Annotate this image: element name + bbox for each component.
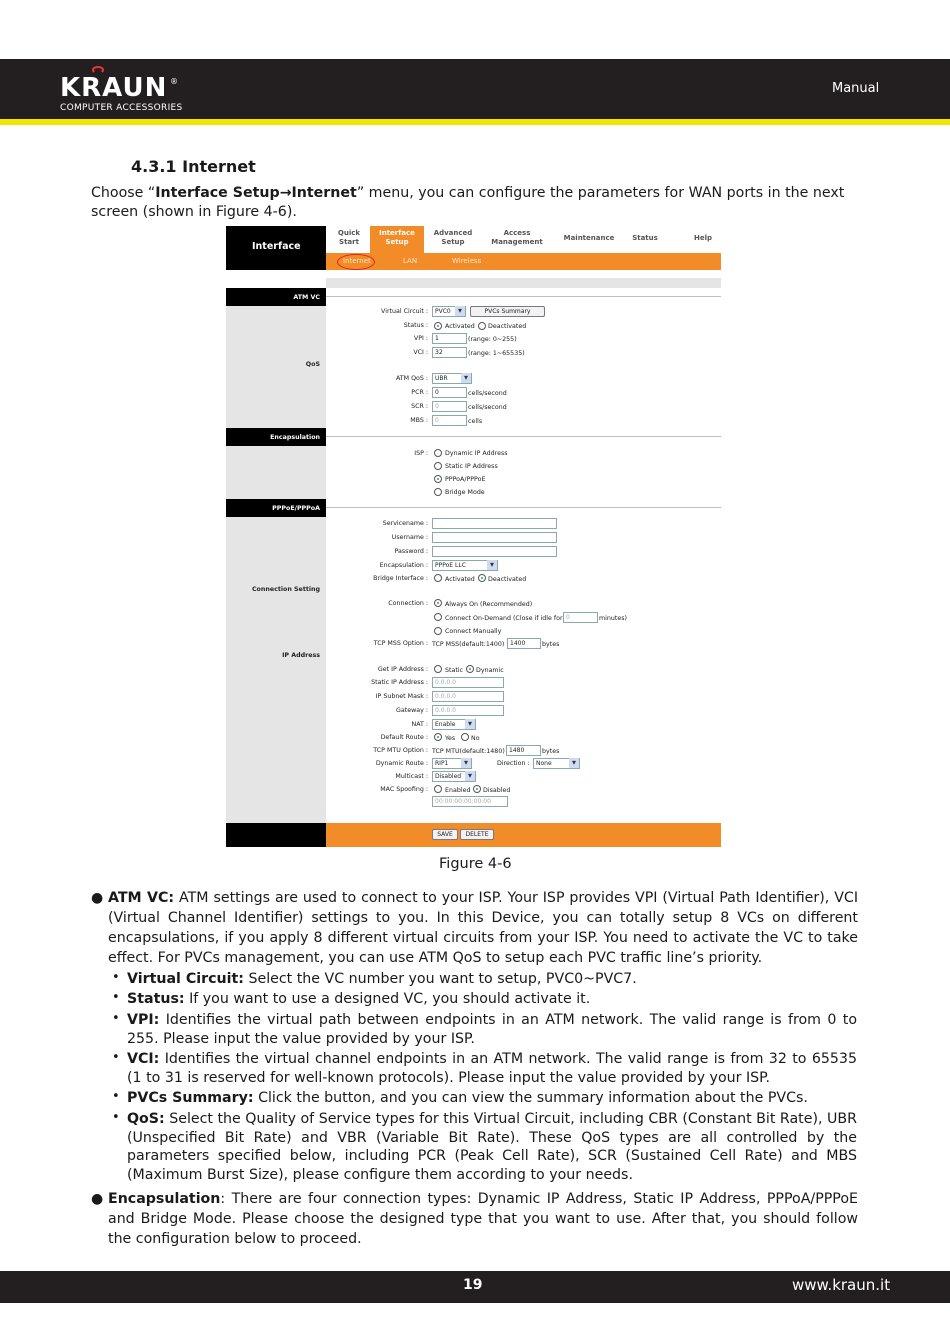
pcr-unit: cells/second	[468, 390, 507, 397]
isp-static-radio[interactable]	[434, 462, 442, 470]
activated-label: Activated	[445, 323, 475, 330]
direction-select[interactable]: None ▾	[533, 758, 580, 769]
tab-quick-start[interactable]: Quick Start	[337, 229, 361, 246]
mac-enabled-radio[interactable]	[434, 785, 442, 793]
scr-label: SCR :	[411, 403, 428, 410]
tcp-mss-label: TCP MSS Option :	[373, 640, 428, 647]
header-accent-strip	[0, 119, 950, 125]
content-top-bar	[326, 278, 721, 288]
save-button[interactable]: SAVE	[432, 829, 458, 840]
pcr-input[interactable]: 0	[432, 387, 467, 398]
main-tabs	[326, 226, 721, 253]
subtab-lan[interactable]: LAN	[403, 257, 418, 265]
static-ip-label: Static IP Address :	[371, 679, 428, 686]
highlight-circle	[337, 254, 375, 270]
nat-label: NAT :	[411, 721, 428, 728]
section-atm-vc: ATM VC	[226, 288, 326, 306]
bridge-interface-label: Bridge Interface :	[373, 575, 428, 582]
tcp-mtu-text: TCP MTU(default:1480)	[432, 748, 505, 755]
section-qos: QoS	[305, 361, 320, 368]
isp-bridge-radio[interactable]	[434, 488, 442, 496]
scr-input[interactable]: 0	[432, 401, 467, 412]
section-ip-address: IP Address	[282, 652, 320, 659]
tcp-mtu-input[interactable]: 1480	[506, 745, 541, 756]
bridge-deactivated-label: Deactivated	[488, 576, 527, 583]
connection-label: Connection :	[388, 600, 428, 607]
sub-bullet-dot: •	[112, 1110, 120, 1125]
isp-pppoa-label: PPPoA/PPPoE	[445, 476, 486, 483]
bullet-vci: VCI: Identifies the virtual channel endpoints in an ATM network. The valid range is from 32 to 65535 (1 to 31 is reserved for well-known protocols). Please input the value provided by your ISP.	[127, 1051, 857, 1086]
dynamic-route-label: Dynamic Route :	[375, 760, 428, 767]
vpi-input[interactable]: 1	[432, 333, 467, 344]
username-input[interactable]	[432, 532, 557, 543]
encapsulation-label: Encapsulation :	[379, 562, 428, 569]
conn-always-radio[interactable]	[434, 599, 442, 607]
default-route-no-radio[interactable]	[461, 733, 469, 741]
form-footer-bar	[326, 823, 721, 847]
bullet-qos: QoS: Select the Quality of Service types for this Virtual Circuit, including CBR (Constant Bit Rate), UBR (Unspecified Bit Rate) and VBR (Variable Bit Rate). These QoS types are all controlled by the parameters specified below, including PCR (Peak Cell Rate), SCR (Sustained Cell Rate) and MBS (Maximum Burst Size), please configure them according to your needs.	[127, 1111, 857, 1183]
virtual-circuit-select[interactable]: PVC0 ▾	[432, 306, 466, 317]
isp-static-label: Static IP Address	[445, 463, 498, 470]
vci-range: (range: 1~65535)	[468, 350, 525, 357]
default-route-yes-label: Yes	[445, 735, 456, 742]
deactivated-label: Deactivated	[488, 323, 527, 330]
divider	[326, 296, 721, 297]
virtual-circuit-label: Virtual Circuit :	[381, 308, 428, 315]
status-label: Status :	[403, 322, 428, 329]
subnet-label: IP Subnet Mask :	[375, 693, 428, 700]
direction-label: Direction :	[497, 760, 530, 767]
mbs-unit: cells	[468, 418, 483, 425]
isp-label: ISP :	[414, 450, 428, 457]
pcr-label: PCR :	[411, 389, 428, 396]
gateway-label: Gateway :	[396, 707, 428, 714]
form-footer-left	[226, 823, 326, 847]
divider	[326, 507, 721, 508]
pvcs-summary-button[interactable]: PVCs Summary	[470, 306, 545, 317]
bridge-activated-radio[interactable]	[434, 574, 442, 582]
bullet-dot: ●	[91, 890, 104, 906]
section-title: 4.3.1 Internet	[131, 157, 256, 176]
bullet-virtual-circuit: Virtual Circuit: Select the VC number you want to setup, PVC0~PVC7.	[127, 971, 637, 987]
password-input[interactable]	[432, 546, 557, 557]
sub-bullet-dot: •	[112, 970, 120, 985]
mac-address-input[interactable]: 00:00:00:00:00:00	[432, 796, 508, 807]
isp-dynamic-label: Dynamic IP Address	[445, 450, 508, 457]
label-column	[226, 288, 326, 823]
get-ip-static-label: Static	[445, 667, 464, 674]
sub-tabs	[326, 253, 721, 270]
delete-button[interactable]: DELETE	[460, 829, 494, 840]
isp-pppoa-radio[interactable]	[434, 475, 442, 483]
tab-advanced-setup[interactable]: Advanced Setup	[433, 229, 473, 246]
subtab-wireless[interactable]: Wireless	[452, 257, 482, 265]
intro-paragraph: Choose “Interface Setup→Internet” menu, you can configure the parameters for WAN ports in the next screen (shown in Figure 4-6).	[91, 185, 845, 220]
tab-interface-setup[interactable]: Interface Setup	[370, 226, 424, 253]
get-ip-static-radio[interactable]	[434, 665, 442, 673]
get-ip-dynamic-radio[interactable]	[466, 665, 474, 673]
nat-select[interactable]: Enable ▾	[432, 719, 476, 730]
bullet-encapsulation: Encapsulation: There are four connection types: Dynamic IP Address, Static IP Address, PPPoA/PPPoE and Bridge Mode. Please choose the designed type that you want to use. After that, you should follow the configuration below to proceed.	[108, 1191, 858, 1247]
section-pppoe: PPPoE/PPPoA	[226, 499, 326, 517]
gateway-input[interactable]: 0.0.0.0	[432, 705, 504, 716]
tab-help[interactable]: Help	[693, 234, 713, 242]
servicename-input[interactable]	[432, 518, 557, 529]
conn-demand-label: Connect On-Demand (Close if idle for	[445, 615, 563, 622]
nav-brand-label: Interface	[252, 241, 301, 252]
tab-status[interactable]: Status	[632, 234, 658, 242]
idle-minutes-input[interactable]: 0	[563, 612, 598, 623]
sub-bullet-dot: •	[112, 990, 120, 1005]
document-type: Manual	[832, 81, 880, 96]
status-activated-radio[interactable]	[434, 322, 442, 330]
tcp-mtu-unit: bytes	[542, 748, 560, 755]
vpi-range: (range: 0~255)	[468, 336, 517, 343]
get-ip-label: Get IP Address :	[377, 666, 428, 673]
minutes-label: minutes)	[599, 615, 627, 622]
sub-bullet-dot: •	[112, 1011, 120, 1026]
username-label: Username :	[391, 534, 428, 541]
isp-dynamic-radio[interactable]	[434, 449, 442, 457]
encapsulation-select[interactable]: PPPoE LLC ▾	[432, 560, 498, 571]
footer-url[interactable]: www.kraun.it	[792, 1276, 891, 1294]
tab-maintenance[interactable]: Maintenance	[563, 234, 615, 242]
scr-unit: cells/second	[468, 404, 507, 411]
atm-qos-select[interactable]: UBR ▾	[432, 373, 472, 384]
conn-manual-label: Connect Manually	[445, 628, 502, 635]
mbs-label: MBS :	[410, 417, 428, 424]
brand-logo: KRAUN	[60, 73, 168, 103]
conn-always-label: Always On (Recommended)	[445, 601, 533, 608]
tcp-mtu-label: TCP MTU Option :	[373, 747, 428, 754]
isp-bridge-label: Bridge Mode	[445, 489, 485, 496]
registered-mark: ®	[170, 77, 178, 86]
mac-disabled-label: Disabled	[483, 787, 511, 794]
tcp-mss-unit: bytes	[542, 641, 560, 648]
vci-input[interactable]: 32	[432, 347, 467, 358]
sub-bullet-dot: •	[112, 1089, 120, 1104]
default-route-yes-radio[interactable]	[434, 733, 442, 741]
tab-access-management[interactable]: Access Management	[491, 229, 543, 246]
mac-disabled-radio[interactable]	[473, 785, 481, 793]
static-ip-input[interactable]: 0.0.0.0	[432, 677, 504, 688]
divider	[326, 436, 721, 437]
mbs-input[interactable]: 0	[432, 415, 467, 426]
vpi-label: VPI :	[413, 335, 428, 342]
section-connection-setting: Connection Setting	[251, 586, 320, 593]
subnet-input[interactable]: 0.0.0.0	[432, 691, 504, 702]
bullet-pvcs-summary: PVCs Summary: Click the button, and you can view the summary information about the PVCs.	[127, 1090, 808, 1106]
multicast-label: Multicast :	[395, 773, 428, 780]
bullet-vpi: VPI: Identifies the virtual path between endpoints in an ATM network. The valid range is from 0 to 255. Please input the value provided by your ISP.	[127, 1012, 857, 1047]
router-screenshot	[226, 226, 721, 847]
page-number: 19	[463, 1277, 483, 1293]
brand-subtitle: COMPUTER ACCESSORIES	[60, 103, 183, 113]
multicast-select[interactable]: Disabled ▾	[432, 771, 476, 782]
default-route-no-label: No	[471, 735, 480, 742]
sub-bullet-dot: •	[112, 1050, 120, 1065]
password-label: Password :	[394, 548, 428, 555]
get-ip-dynamic-label: Dynamic	[476, 667, 504, 674]
bullet-status: Status: If you want to use a designed VC, you should activate it.	[127, 991, 591, 1007]
conn-manual-radio[interactable]	[434, 627, 442, 635]
bridge-deactivated-radio[interactable]	[478, 574, 486, 582]
figure-caption: Figure 4-6	[439, 856, 512, 872]
atm-qos-label: ATM QoS :	[395, 375, 428, 382]
servicename-label: Servicename :	[382, 520, 428, 527]
default-route-label: Default Route :	[380, 734, 428, 741]
section-encapsulation: Encapsulation	[226, 428, 326, 446]
mac-spoofing-label: MAC Spoofing :	[380, 786, 428, 793]
dynamic-route-select[interactable]: RIP1 ▾	[432, 758, 472, 769]
tcp-mss-text: TCP MSS(default:1400)	[432, 641, 505, 648]
tcp-mss-input[interactable]: 1400	[507, 638, 541, 649]
status-deactivated-radio[interactable]	[478, 322, 486, 330]
vci-label: VCI :	[413, 349, 428, 356]
bullet-atm-vc: ATM VC: ATM settings are used to connect to your ISP. Your ISP provides VPI (Virtual Path Identifier), VCI (Virtual Channel Identifier) settings to you. In this Device, you can totally setup 8 VCs on different encapsulations, if you apply 8 different virtual circuits from your ISP. You need to activate the VC to take effect. For PVCs management, you can use ATM QoS to setup each PVC traffic line’s priority.	[108, 890, 858, 966]
subtab-internet[interactable]: Internet	[343, 257, 371, 265]
mac-enabled-label: Enabled	[445, 787, 471, 794]
conn-demand-radio[interactable]	[434, 613, 442, 621]
bullet-dot: ●	[91, 1191, 104, 1207]
bridge-activated-label: Activated	[445, 576, 475, 583]
